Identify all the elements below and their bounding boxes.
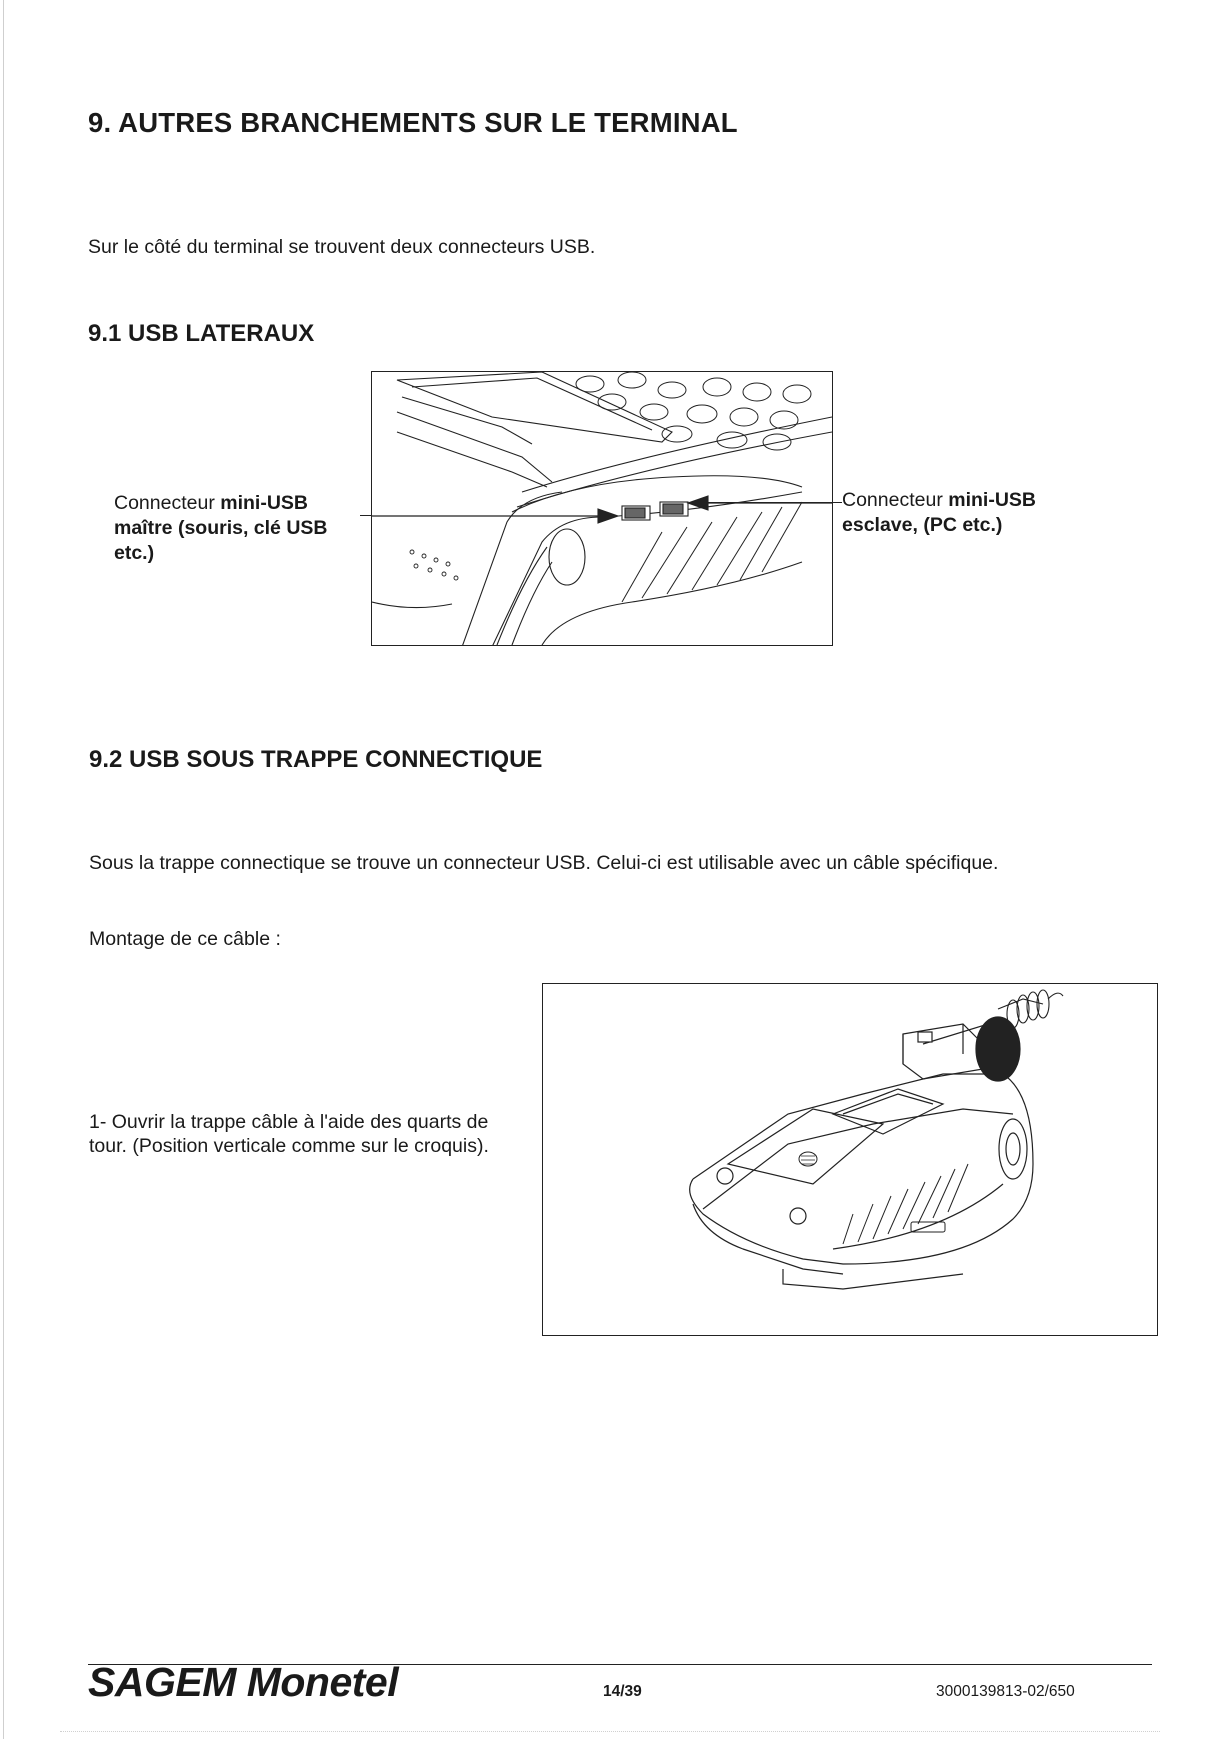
document-reference: 3000139813-02/650 <box>936 1683 1075 1700</box>
terminal-cable-hatch-illustration <box>542 983 1158 1336</box>
step-1-instruction: 1- Ouvrir la trappe câble à l'aide des quarts de tour. (Position verticale comme sur le croquis). <box>89 1111 489 1157</box>
company-logo: SAGEM Monetel <box>88 1659 399 1705</box>
section-title: 9. AUTRES BRANCHEMENTS SUR LE TERMINAL <box>88 107 738 138</box>
leader-line-slave <box>703 502 842 503</box>
callout-master-prefix: Connecteur <box>114 492 221 514</box>
subsection-1-title: 9.1 USB LATERAUX <box>88 320 315 347</box>
page-number: 14/39 <box>603 1683 642 1700</box>
callout-slave-type: mini-USB <box>948 489 1036 511</box>
page-edge <box>3 0 4 1739</box>
subsection-2-paragraph: Sous la trappe connectique se trouve un connecteur USB. Celui-ci est utilisable avec un câble spécifique. <box>89 852 999 874</box>
callout-master-use: maître (souris, clé USB etc.) <box>114 517 328 564</box>
intro-paragraph: Sur le côté du terminal se trouvent deux connecteurs USB. <box>88 236 596 258</box>
subsection-2-title: 9.2 USB SOUS TRAPPE CONNECTIQUE <box>89 746 543 773</box>
terminal-side-usb-illustration <box>371 371 833 646</box>
callout-slave-connector <box>842 488 1082 538</box>
callout-master-connector <box>114 491 364 566</box>
montage-label: Montage de ce câble : <box>89 928 281 950</box>
scan-edge <box>60 1731 1160 1732</box>
callout-slave-prefix: Connecteur <box>842 489 949 511</box>
callout-slave-use: esclave, (PC etc.) <box>842 514 1003 536</box>
callout-master-type: mini-USB <box>220 492 308 514</box>
